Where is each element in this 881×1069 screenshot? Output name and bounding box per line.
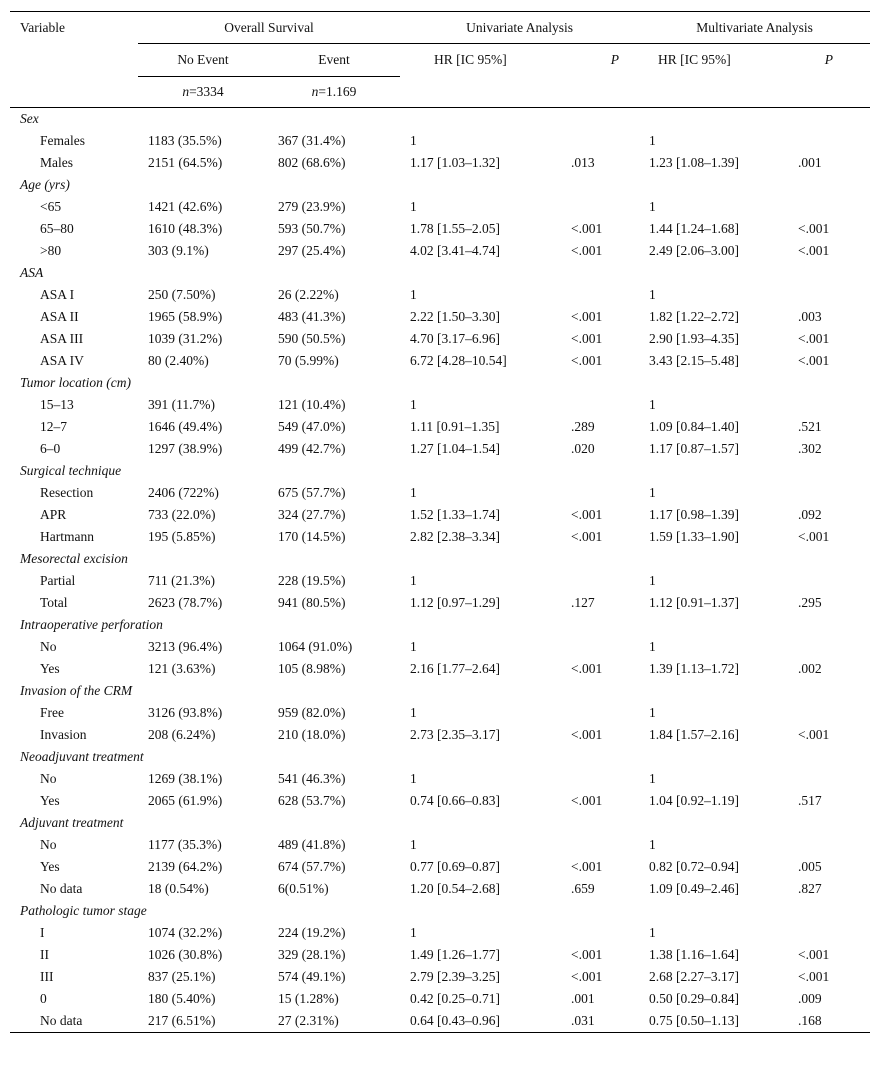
header-hr-multivariate: HR [IC 95%] <box>639 44 788 77</box>
table-row <box>10 350 870 372</box>
hr-univariate-cell: 1.12 [0.97–1.29] <box>410 595 501 610</box>
header-no-event: No Event <box>138 44 268 77</box>
table-row <box>10 240 870 262</box>
row-label: 15–13 <box>40 397 74 412</box>
p-multivariate-cell: .001 <box>798 155 822 170</box>
group-row <box>10 372 870 394</box>
n-symbol: n <box>311 84 319 99</box>
hr-multivariate-cell: 1 <box>649 771 656 786</box>
table-row <box>10 196 870 218</box>
hr-univariate-cell: 1 <box>410 573 417 588</box>
p-multivariate-cell <box>788 284 870 306</box>
row-label: Females <box>40 133 85 148</box>
p-multivariate-cell <box>788 834 870 856</box>
no-event-cell: 80 (2.40%) <box>148 353 209 368</box>
hr-univariate-cell: 0.74 [0.66–0.83] <box>410 793 501 808</box>
p-multivariate-cell: .302 <box>798 441 822 456</box>
hr-univariate-cell: 6.72 [4.28–10.54] <box>410 353 507 368</box>
event-cell: 489 (41.8%) <box>278 837 346 852</box>
hr-multivariate-cell: 1.38 [1.16–1.64] <box>649 947 740 962</box>
hr-multivariate-cell: 2.49 [2.06–3.00] <box>649 243 740 258</box>
hr-univariate-cell: 0.42 [0.25–0.71] <box>410 991 501 1006</box>
hr-multivariate-cell: 1.23 [1.08–1.39] <box>649 155 740 170</box>
no-event-cell: 2623 (78.7%) <box>148 595 223 610</box>
table-row <box>10 1010 870 1033</box>
table-row <box>10 878 870 900</box>
no-event-cell: 1965 (58.9%) <box>148 309 223 324</box>
group-row <box>10 262 870 284</box>
p-univariate-cell: <.001 <box>571 969 603 984</box>
p-univariate-cell <box>557 130 639 152</box>
hr-univariate-cell: 2.22 [1.50–3.30] <box>410 309 501 324</box>
hr-univariate-cell: 1 <box>410 925 417 940</box>
event-cell: 27 (2.31%) <box>268 1010 400 1033</box>
event-cell: 574 (49.1%) <box>278 969 346 984</box>
row-label: Yes <box>40 661 60 676</box>
no-event-cell: 180 (5.40%) <box>148 991 216 1006</box>
no-event-cell: 1074 (32.2%) <box>148 925 223 940</box>
no-event-cell: 2151 (64.5%) <box>148 155 223 170</box>
p-univariate-cell: <.001 <box>571 353 603 368</box>
event-cell: 1064 (91.0%) <box>278 639 353 654</box>
hr-multivariate-cell: 1 <box>649 287 656 302</box>
table-row <box>10 306 870 328</box>
hr-multivariate-cell: 2.68 [2.27–3.17] <box>649 969 740 984</box>
row-label: <65 <box>40 199 62 214</box>
group-title: Neoadjuvant treatment <box>20 749 144 764</box>
p-univariate-cell: .127 <box>571 595 595 610</box>
header-n-event <box>268 77 400 108</box>
no-event-cell: 195 (5.85%) <box>148 529 216 544</box>
hr-univariate-cell: 0.64 [0.43–0.96] <box>400 1010 557 1033</box>
hr-multivariate-cell: 1.04 [0.92–1.19] <box>649 793 740 808</box>
row-label: No data <box>40 881 83 896</box>
group-row <box>10 460 870 482</box>
row-label: Yes <box>40 793 60 808</box>
p-univariate-cell: <.001 <box>571 221 603 236</box>
hr-multivariate-cell: 0.50 [0.29–0.84] <box>649 991 740 1006</box>
no-event-cell: 217 (6.51%) <box>138 1010 268 1033</box>
p-univariate-cell: .289 <box>571 419 595 434</box>
hr-univariate-cell: 2.73 [2.35–3.17] <box>410 727 501 742</box>
group-title: Invasion of the CRM <box>20 683 133 698</box>
group-row <box>10 812 870 834</box>
survival-table <box>10 11 870 1033</box>
row-label: III <box>40 969 54 984</box>
no-event-cell: 1646 (49.4%) <box>148 419 223 434</box>
table-row <box>10 724 870 746</box>
event-cell: 675 (57.7%) <box>278 485 346 500</box>
hr-univariate-cell: 1.49 [1.26–1.77] <box>410 947 501 962</box>
header-p-multivariate: P <box>788 44 870 77</box>
hr-univariate-cell: 1 <box>410 397 417 412</box>
table-row <box>10 658 870 680</box>
event-cell: 6(0.51%) <box>278 881 329 896</box>
header-overall-survival: Overall Survival <box>138 12 400 44</box>
no-event-cell: 3213 (96.4%) <box>148 639 223 654</box>
p-univariate-cell: <.001 <box>571 243 603 258</box>
p-multivariate-cell <box>788 768 870 790</box>
hr-multivariate-cell: 1.17 [0.87–1.57] <box>649 441 740 456</box>
p-multivariate-cell <box>788 196 870 218</box>
row-label: No <box>40 837 57 852</box>
header-p-univariate: P <box>557 44 639 77</box>
p-univariate-cell <box>557 702 639 724</box>
no-event-cell: 1297 (38.9%) <box>148 441 223 456</box>
event-cell: 593 (50.7%) <box>278 221 346 236</box>
hr-multivariate-cell: 1.59 [1.33–1.90] <box>649 529 740 544</box>
hr-multivariate-cell: 1.84 [1.57–2.16] <box>649 727 740 742</box>
table-row <box>10 768 870 790</box>
event-cell: 297 (25.4%) <box>278 243 346 258</box>
event-cell: 549 (47.0%) <box>278 419 346 434</box>
hr-univariate-cell: 1 <box>410 485 417 500</box>
hr-multivariate-cell: 1 <box>649 925 656 940</box>
event-cell: 170 (14.5%) <box>278 529 346 544</box>
p-univariate-cell: <.001 <box>571 309 603 324</box>
n-event-value: =1.169 <box>318 84 357 99</box>
hr-univariate-cell: 1 <box>410 639 417 654</box>
row-label: II <box>40 947 49 962</box>
survival-table-container <box>10 11 870 1033</box>
table-row <box>10 152 870 174</box>
no-event-cell: 1177 (35.3%) <box>148 837 222 852</box>
row-label: ASA IV <box>40 353 84 368</box>
table-row <box>10 636 870 658</box>
row-label: Invasion <box>40 727 87 742</box>
hr-multivariate-cell: 0.75 [0.50–1.13] <box>639 1010 788 1033</box>
hr-univariate-cell: 1.52 [1.33–1.74] <box>410 507 501 522</box>
group-title: Adjuvant treatment <box>20 815 124 830</box>
hr-multivariate-cell: 1.17 [0.98–1.39] <box>649 507 740 522</box>
p-multivariate-cell: .168 <box>788 1010 870 1033</box>
p-univariate-cell <box>557 196 639 218</box>
p-multivariate-cell: .295 <box>798 595 822 610</box>
hr-multivariate-cell: 3.43 [2.15–5.48] <box>649 353 740 368</box>
hr-multivariate-cell: 1.44 [1.24–1.68] <box>649 221 740 236</box>
event-cell: 367 (31.4%) <box>278 133 346 148</box>
no-event-cell: 1039 (31.2%) <box>148 331 223 346</box>
table-row <box>10 416 870 438</box>
p-univariate-cell: <.001 <box>571 859 603 874</box>
p-multivariate-cell <box>788 570 870 592</box>
p-multivariate-cell: .009 <box>798 991 822 1006</box>
p-univariate-cell: .031 <box>557 1010 639 1033</box>
row-label: ASA III <box>40 331 84 346</box>
group-title: Pathologic tumor stage <box>20 903 147 918</box>
event-cell: 802 (68.6%) <box>278 155 346 170</box>
hr-univariate-cell: 2.82 [2.38–3.34] <box>410 529 501 544</box>
p-multivariate-cell: <.001 <box>798 331 830 346</box>
p-univariate-cell <box>557 482 639 504</box>
group-title: ASA <box>20 265 44 280</box>
table-row <box>10 834 870 856</box>
group-title: Intraoperative perforation <box>20 617 163 632</box>
row-label: Males <box>40 155 73 170</box>
hr-univariate-cell: 1.20 [0.54–2.68] <box>410 881 501 896</box>
no-event-cell: 1610 (48.3%) <box>148 221 223 236</box>
p-multivariate-cell <box>788 702 870 724</box>
hr-univariate-cell: 0.77 [0.69–0.87] <box>410 859 501 874</box>
p-multivariate-cell <box>788 130 870 152</box>
table-row <box>10 592 870 614</box>
header-event: Event <box>268 44 400 77</box>
group-row <box>10 614 870 636</box>
row-label: Resection <box>40 485 94 500</box>
table-row <box>10 526 870 548</box>
hr-univariate-cell: 4.02 [3.41–4.74] <box>410 243 501 258</box>
event-cell: 483 (41.3%) <box>278 309 346 324</box>
header-variable: Variable <box>10 12 138 44</box>
no-event-cell: 1026 (30.8%) <box>148 947 223 962</box>
event-cell: 541 (46.3%) <box>278 771 346 786</box>
p-multivariate-cell <box>788 482 870 504</box>
hr-multivariate-cell: 1 <box>649 199 656 214</box>
table-row <box>10 504 870 526</box>
no-event-cell: 1269 (38.1%) <box>148 771 223 786</box>
table-row <box>10 570 870 592</box>
p-univariate-cell: .659 <box>571 881 595 896</box>
table-row <box>10 702 870 724</box>
group-title: Tumor location (cm) <box>20 375 131 390</box>
p-multivariate-cell: <.001 <box>798 969 830 984</box>
hr-univariate-cell: 4.70 [3.17–6.96] <box>410 331 501 346</box>
row-label: ASA II <box>40 309 79 324</box>
table-row <box>10 482 870 504</box>
event-cell: 324 (27.7%) <box>278 507 346 522</box>
p-multivariate-cell: .002 <box>798 661 822 676</box>
no-event-cell: 2065 (61.9%) <box>148 793 223 808</box>
table-row <box>10 284 870 306</box>
p-univariate-cell <box>557 768 639 790</box>
table-row <box>10 988 870 1010</box>
table-row <box>10 922 870 944</box>
row-label: 0 <box>40 991 47 1006</box>
hr-multivariate-cell: 1 <box>649 397 656 412</box>
p-univariate-cell: <.001 <box>571 793 603 808</box>
p-univariate-cell: <.001 <box>571 661 603 676</box>
group-row <box>10 108 870 131</box>
row-label: 6–0 <box>40 441 61 456</box>
header-multivariate: Multivariate Analysis <box>639 12 870 44</box>
hr-univariate-cell: 1 <box>410 705 417 720</box>
row-label: Yes <box>40 859 60 874</box>
header-univariate: Univariate Analysis <box>400 12 639 44</box>
table-header <box>10 12 870 108</box>
p-multivariate-cell: <.001 <box>798 727 830 742</box>
event-cell: 590 (50.5%) <box>278 331 346 346</box>
hr-multivariate-cell: 1.82 [1.22–2.72] <box>649 309 740 324</box>
group-row <box>10 746 870 768</box>
p-univariate-cell: <.001 <box>571 529 603 544</box>
table-row <box>10 218 870 240</box>
hr-univariate-cell: 1.78 [1.55–2.05] <box>410 221 501 236</box>
table-row <box>10 438 870 460</box>
hr-multivariate-cell: 1 <box>649 705 656 720</box>
p-multivariate-cell: .003 <box>798 309 822 324</box>
no-event-cell: 837 (25.1%) <box>148 969 216 984</box>
hr-multivariate-cell: 1 <box>649 133 656 148</box>
p-univariate-cell: <.001 <box>571 507 603 522</box>
group-row <box>10 900 870 922</box>
hr-univariate-cell: 1 <box>410 837 417 852</box>
p-univariate-cell <box>557 834 639 856</box>
row-label: APR <box>40 507 67 522</box>
p-multivariate-cell: <.001 <box>798 353 830 368</box>
no-event-cell: 1183 (35.5%) <box>148 133 222 148</box>
event-cell: 15 (1.28%) <box>278 991 339 1006</box>
event-cell: 959 (82.0%) <box>278 705 346 720</box>
p-univariate-cell <box>557 394 639 416</box>
hr-multivariate-cell: 1.12 [0.91–1.37] <box>649 595 740 610</box>
table-row <box>10 856 870 878</box>
hr-multivariate-cell: 0.82 [0.72–0.94] <box>649 859 740 874</box>
group-title: Age (yrs) <box>20 177 70 192</box>
table-row <box>10 130 870 152</box>
no-event-cell: 1421 (42.6%) <box>148 199 223 214</box>
hr-univariate-cell: 2.16 [1.77–2.64] <box>410 661 501 676</box>
p-multivariate-cell: .005 <box>798 859 822 874</box>
event-cell: 121 (10.4%) <box>278 397 346 412</box>
hr-univariate-cell: 2.79 [2.39–3.25] <box>410 969 501 984</box>
p-univariate-cell: <.001 <box>571 331 603 346</box>
group-row <box>10 174 870 196</box>
no-event-cell: 2406 (722%) <box>148 485 219 500</box>
p-univariate-cell <box>557 284 639 306</box>
group-row <box>10 548 870 570</box>
header-hr-univariate: HR [IC 95%] <box>400 44 557 77</box>
no-event-cell: 711 (21.3%) <box>148 573 215 588</box>
p-multivariate-cell: .521 <box>798 419 822 434</box>
hr-univariate-cell: 1.27 [1.04–1.54] <box>410 441 501 456</box>
hr-multivariate-cell: 1 <box>649 639 656 654</box>
no-event-cell: 208 (6.24%) <box>148 727 216 742</box>
row-label: No <box>40 639 57 654</box>
no-event-cell: 391 (11.7%) <box>148 397 215 412</box>
event-cell: 224 (19.2%) <box>278 925 346 940</box>
p-multivariate-cell <box>788 636 870 658</box>
p-multivariate-cell: .827 <box>798 881 822 896</box>
p-univariate-cell: .020 <box>571 441 595 456</box>
row-label: I <box>40 925 45 940</box>
hr-multivariate-cell: 1 <box>649 573 656 588</box>
row-label: Free <box>40 705 64 720</box>
hr-univariate-cell: 1.17 [1.03–1.32] <box>410 155 501 170</box>
table-row <box>10 328 870 350</box>
no-event-cell: 18 (0.54%) <box>148 881 209 896</box>
p-multivariate-cell: <.001 <box>798 243 830 258</box>
hr-univariate-cell: 1 <box>410 199 417 214</box>
hr-multivariate-cell: 1 <box>649 837 656 852</box>
no-event-cell: 121 (3.63%) <box>148 661 216 676</box>
event-cell: 329 (28.1%) <box>278 947 346 962</box>
event-cell: 26 (2.22%) <box>278 287 339 302</box>
hr-univariate-cell: 1 <box>410 133 417 148</box>
event-cell: 105 (8.98%) <box>278 661 346 676</box>
n-no-event-value: =3334 <box>189 84 224 99</box>
event-cell: 228 (19.5%) <box>278 573 346 588</box>
table-row <box>10 944 870 966</box>
table-row <box>10 966 870 988</box>
p-univariate-cell: <.001 <box>571 947 603 962</box>
hr-univariate-cell: 1.11 [0.91–1.35] <box>410 419 500 434</box>
event-cell: 279 (23.9%) <box>278 199 346 214</box>
row-label: 65–80 <box>40 221 74 236</box>
group-title: Sex <box>20 111 39 126</box>
row-label: Partial <box>40 573 76 588</box>
hr-multivariate-cell: 1.09 [0.84–1.40] <box>649 419 740 434</box>
row-label: >80 <box>40 243 62 258</box>
event-cell: 499 (42.7%) <box>278 441 346 456</box>
event-cell: 70 (5.99%) <box>278 353 339 368</box>
header-n-no-event <box>138 77 268 108</box>
hr-multivariate-cell: 1.09 [0.49–2.46] <box>649 881 740 896</box>
hr-multivariate-cell: 1.39 [1.13–1.72] <box>649 661 740 676</box>
table-row <box>10 790 870 812</box>
no-event-cell: 250 (7.50%) <box>148 287 216 302</box>
row-label: No <box>40 771 57 786</box>
p-multivariate-cell <box>788 394 870 416</box>
row-label: No data <box>10 1010 138 1033</box>
no-event-cell: 3126 (93.8%) <box>148 705 223 720</box>
no-event-cell: 303 (9.1%) <box>148 243 209 258</box>
p-univariate-cell <box>557 570 639 592</box>
row-label: Hartmann <box>40 529 94 544</box>
no-event-cell: 733 (22.0%) <box>148 507 216 522</box>
p-multivariate-cell: <.001 <box>798 529 830 544</box>
p-univariate-cell: .013 <box>571 155 595 170</box>
n-symbol: n <box>182 84 190 99</box>
hr-multivariate-cell: 1 <box>649 485 656 500</box>
table-body <box>10 108 870 1033</box>
row-label: ASA I <box>40 287 75 302</box>
p-univariate-cell <box>557 636 639 658</box>
p-multivariate-cell: .092 <box>798 507 822 522</box>
p-multivariate-cell <box>788 922 870 944</box>
group-row <box>10 680 870 702</box>
event-cell: 210 (18.0%) <box>278 727 346 742</box>
row-label: 12–7 <box>40 419 67 434</box>
group-title: Mesorectal excision <box>20 551 128 566</box>
table-row <box>10 394 870 416</box>
row-label: Total <box>40 595 68 610</box>
group-title: Surgical technique <box>20 463 122 478</box>
p-multivariate-cell: <.001 <box>798 221 830 236</box>
p-univariate-cell: <.001 <box>571 727 603 742</box>
p-multivariate-cell: <.001 <box>798 947 830 962</box>
hr-multivariate-cell: 2.90 [1.93–4.35] <box>649 331 740 346</box>
event-cell: 628 (53.7%) <box>278 793 346 808</box>
p-univariate-cell: .001 <box>571 991 595 1006</box>
hr-univariate-cell: 1 <box>410 771 417 786</box>
hr-univariate-cell: 1 <box>410 287 417 302</box>
event-cell: 674 (57.7%) <box>278 859 346 874</box>
event-cell: 941 (80.5%) <box>278 595 346 610</box>
p-univariate-cell <box>557 922 639 944</box>
no-event-cell: 2139 (64.2%) <box>148 859 223 874</box>
p-multivariate-cell: .517 <box>798 793 822 808</box>
